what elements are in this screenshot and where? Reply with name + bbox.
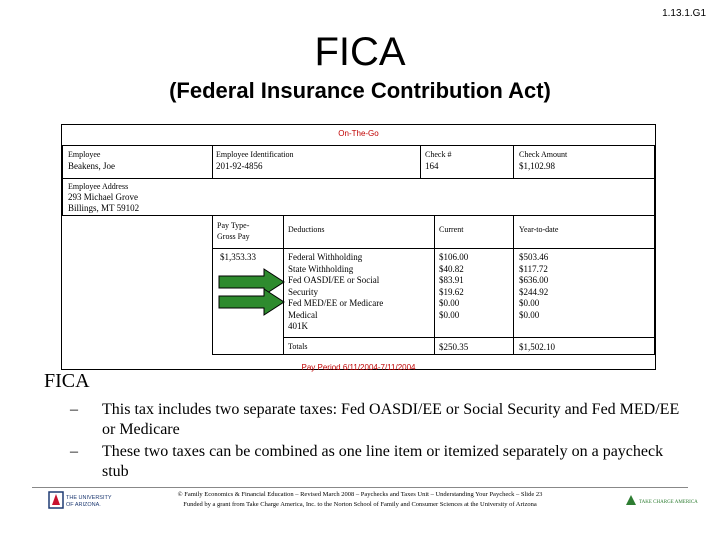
bullet-list <box>70 400 690 484</box>
copyright-notice <box>120 490 600 510</box>
totals-ytd: $1,502.10 <box>519 342 555 352</box>
ytd-label: Year-to-date <box>519 225 559 234</box>
svg-text:THE UNIVERSITY: THE UNIVERSITY <box>66 495 112 501</box>
current-value: $0.00 <box>439 309 460 320</box>
deduction-item: Federal Withholding <box>288 252 363 262</box>
current-value: $0.00 <box>439 298 460 308</box>
address-line-2: Billings, MT 59102 <box>68 203 140 213</box>
address-label: Employee Address <box>68 182 129 191</box>
employee-value: Beakens, Joe <box>68 161 115 171</box>
ytd-value: $0.00 <box>519 298 540 308</box>
current-label: Current <box>439 225 464 234</box>
bullet-item <box>70 400 690 440</box>
gross-pay-value: $1,353.33 <box>220 252 256 262</box>
check-amount-label: Check Amount <box>519 150 568 159</box>
svg-text:OF ARIZONA.: OF ARIZONA. <box>66 502 101 508</box>
pay-period: Pay Period 6/11/2004-7/11/2004 <box>301 363 416 372</box>
page-title: FICA <box>314 30 406 74</box>
arrow-right-icon <box>218 288 286 316</box>
deductions-label: Deductions <box>288 225 325 234</box>
current-value: $83.91 <box>439 275 464 285</box>
deduction-item: 401K <box>288 321 308 331</box>
pay-type-label: Pay Type- <box>217 221 250 230</box>
deduction-item: Medical <box>288 309 318 320</box>
current-value: $106.00 <box>439 252 469 262</box>
check-number-value: 164 <box>425 161 439 171</box>
ytd-value: $0.00 <box>519 309 540 320</box>
bullet-dash: – <box>70 443 78 460</box>
totals-current: $250.35 <box>439 342 469 352</box>
ssn-label: Employee Identification <box>216 150 294 159</box>
ytd-value: $636.00 <box>519 275 549 285</box>
current-value: $40.82 <box>439 263 464 274</box>
current-value: $19.62 <box>439 286 464 297</box>
ssn-value: 201-92-4856 <box>216 161 263 171</box>
check-amount-value: $1,102.98 <box>519 161 555 171</box>
deduction-item: Fed MED/EE or Medicare <box>288 298 384 308</box>
bullet-dash: – <box>70 401 78 418</box>
deduction-item: State Withholding <box>288 263 354 274</box>
university-logo <box>48 490 118 510</box>
bullet-item <box>70 442 690 482</box>
footer-divider <box>32 487 688 488</box>
stub-company-name: On-The-Go <box>338 129 379 138</box>
totals-label: Totals <box>288 342 308 351</box>
address-line-1: 293 Michael Grove <box>68 192 138 202</box>
copyright-line-1: © Family Economics & Financial Education – Revised March 2008 – Paychecks and Taxes Unit – Understanding Your Paycheck – Slide 23 <box>177 491 543 498</box>
section-label: FICA <box>44 370 90 392</box>
take-charge-logo <box>624 491 700 509</box>
ytd-value: $503.46 <box>519 252 549 262</box>
page-subtitle: (Federal Insurance Contribution Act) <box>169 78 551 103</box>
employee-label: Employee <box>68 150 101 159</box>
ytd-value: $244.92 <box>519 286 549 297</box>
svg-text:TAKE CHARGE AMERICA: TAKE CHARGE AMERICA <box>639 500 698 505</box>
slide-number: 1.13.1.G1 <box>662 8 706 19</box>
ytd-value: $117.72 <box>519 263 548 274</box>
bullet-text: This tax includes two separate taxes: Fed OASDI/EE or Social Security and Fed MED/EE or Medicare <box>102 401 680 438</box>
bullet-text: These two taxes can be combined as one line item or itemized separately on a paycheck stub <box>102 443 664 480</box>
deduction-item: Security <box>288 286 318 297</box>
deduction-item: Fed OASDI/EE or Social <box>288 275 380 285</box>
copyright-line-2: Funded by a grant from Take Charge America, Inc. to the Norton School of Family and Consumer Sciences at the University of Arizona <box>183 501 537 508</box>
gross-pay-label: Gross Pay <box>217 232 250 241</box>
paycheck-stub <box>61 124 656 370</box>
check-number-label: Check # <box>425 150 452 159</box>
address-box <box>62 178 655 216</box>
